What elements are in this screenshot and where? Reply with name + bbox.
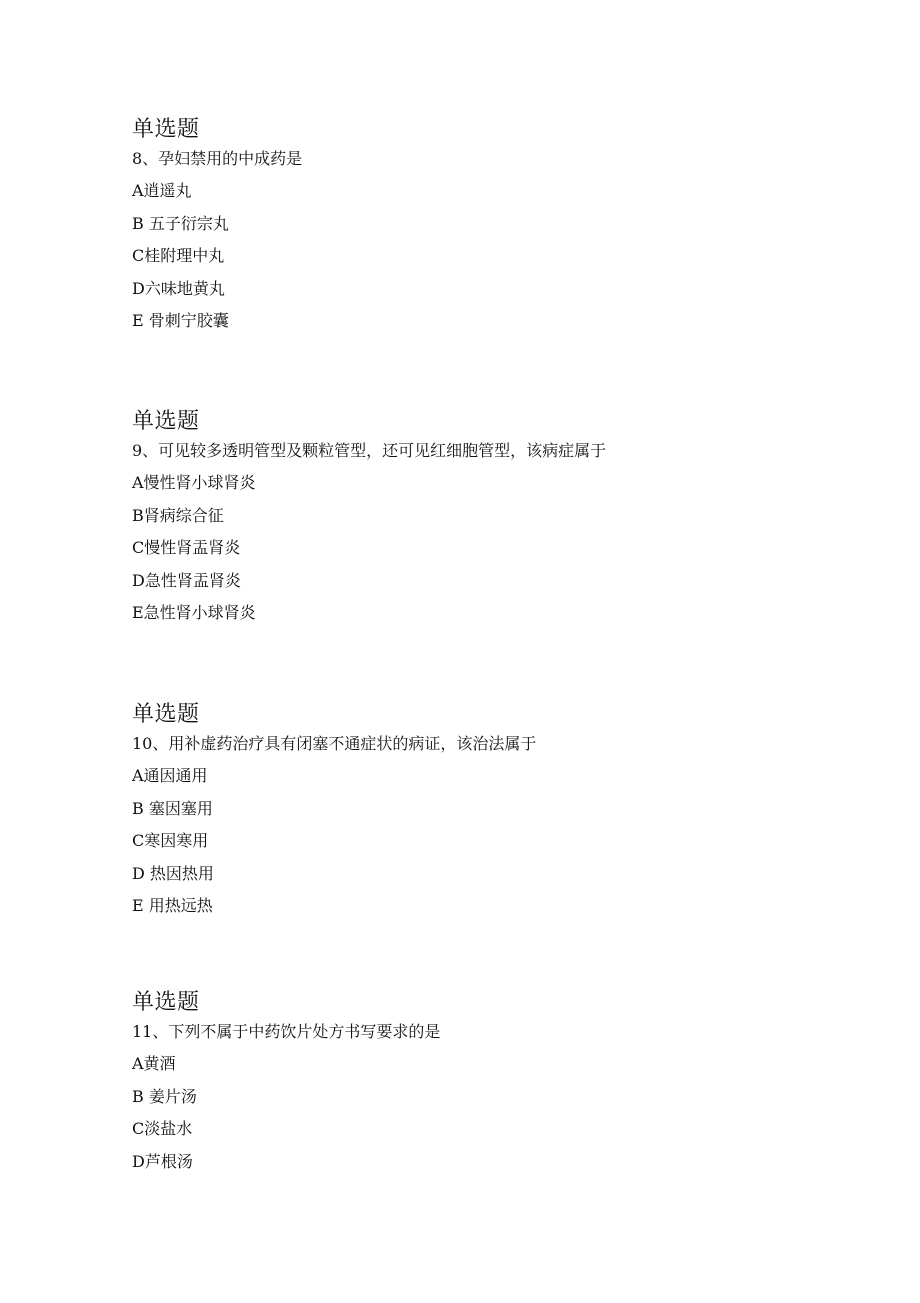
- question-text: 9、可见较多透明管型及颗粒管型，还可见红细胞管型，该病症属于: [132, 441, 607, 460]
- option-a: A逍遥丸: [132, 181, 192, 200]
- section-heading: 单选题: [132, 702, 200, 727]
- question-block-8: [132, 114, 832, 343]
- option-e: E 骨刺宁胶囊: [132, 311, 229, 330]
- option-b: B 五子衍宗丸: [132, 213, 229, 233]
- option-a: A通因通用: [132, 766, 208, 785]
- option-c: C寒因寒用: [132, 831, 209, 850]
- section-heading: 单选题: [132, 409, 200, 434]
- option-c: C桂附理中丸: [132, 246, 225, 265]
- question-text: 10、用补虚药治疗具有闭塞不通症状的病证，该治法属于: [132, 734, 537, 753]
- section-heading: 单选题: [132, 117, 200, 142]
- option-c: C慢性肾盂肾炎: [132, 538, 241, 557]
- option-b: B 塞因塞用: [132, 798, 213, 818]
- option-a: A慢性肾小球肾炎: [132, 473, 256, 492]
- question-block-10: [132, 699, 832, 928]
- question-block-9: [132, 406, 832, 635]
- option-d: D 热因热用: [132, 863, 214, 883]
- option-d: D六味地黄丸: [132, 278, 225, 298]
- question-text: 11、下列不属于中药饮片处方书写要求的是: [132, 1022, 441, 1041]
- question-block-11: [132, 987, 832, 1183]
- option-a: A黄酒: [132, 1054, 176, 1073]
- question-text: 8、孕妇禁用的中成药是: [132, 149, 303, 168]
- option-b: B肾病综合征: [132, 505, 224, 525]
- option-e: E急性肾小球肾炎: [132, 603, 256, 622]
- option-e: E 用热远热: [132, 896, 213, 915]
- section-heading: 单选题: [132, 990, 200, 1015]
- option-b: B 姜片汤: [132, 1086, 197, 1106]
- option-d: D急性肾盂肾炎: [132, 570, 241, 590]
- option-d: D芦根汤: [132, 1151, 193, 1171]
- option-c: C淡盐水: [132, 1119, 193, 1138]
